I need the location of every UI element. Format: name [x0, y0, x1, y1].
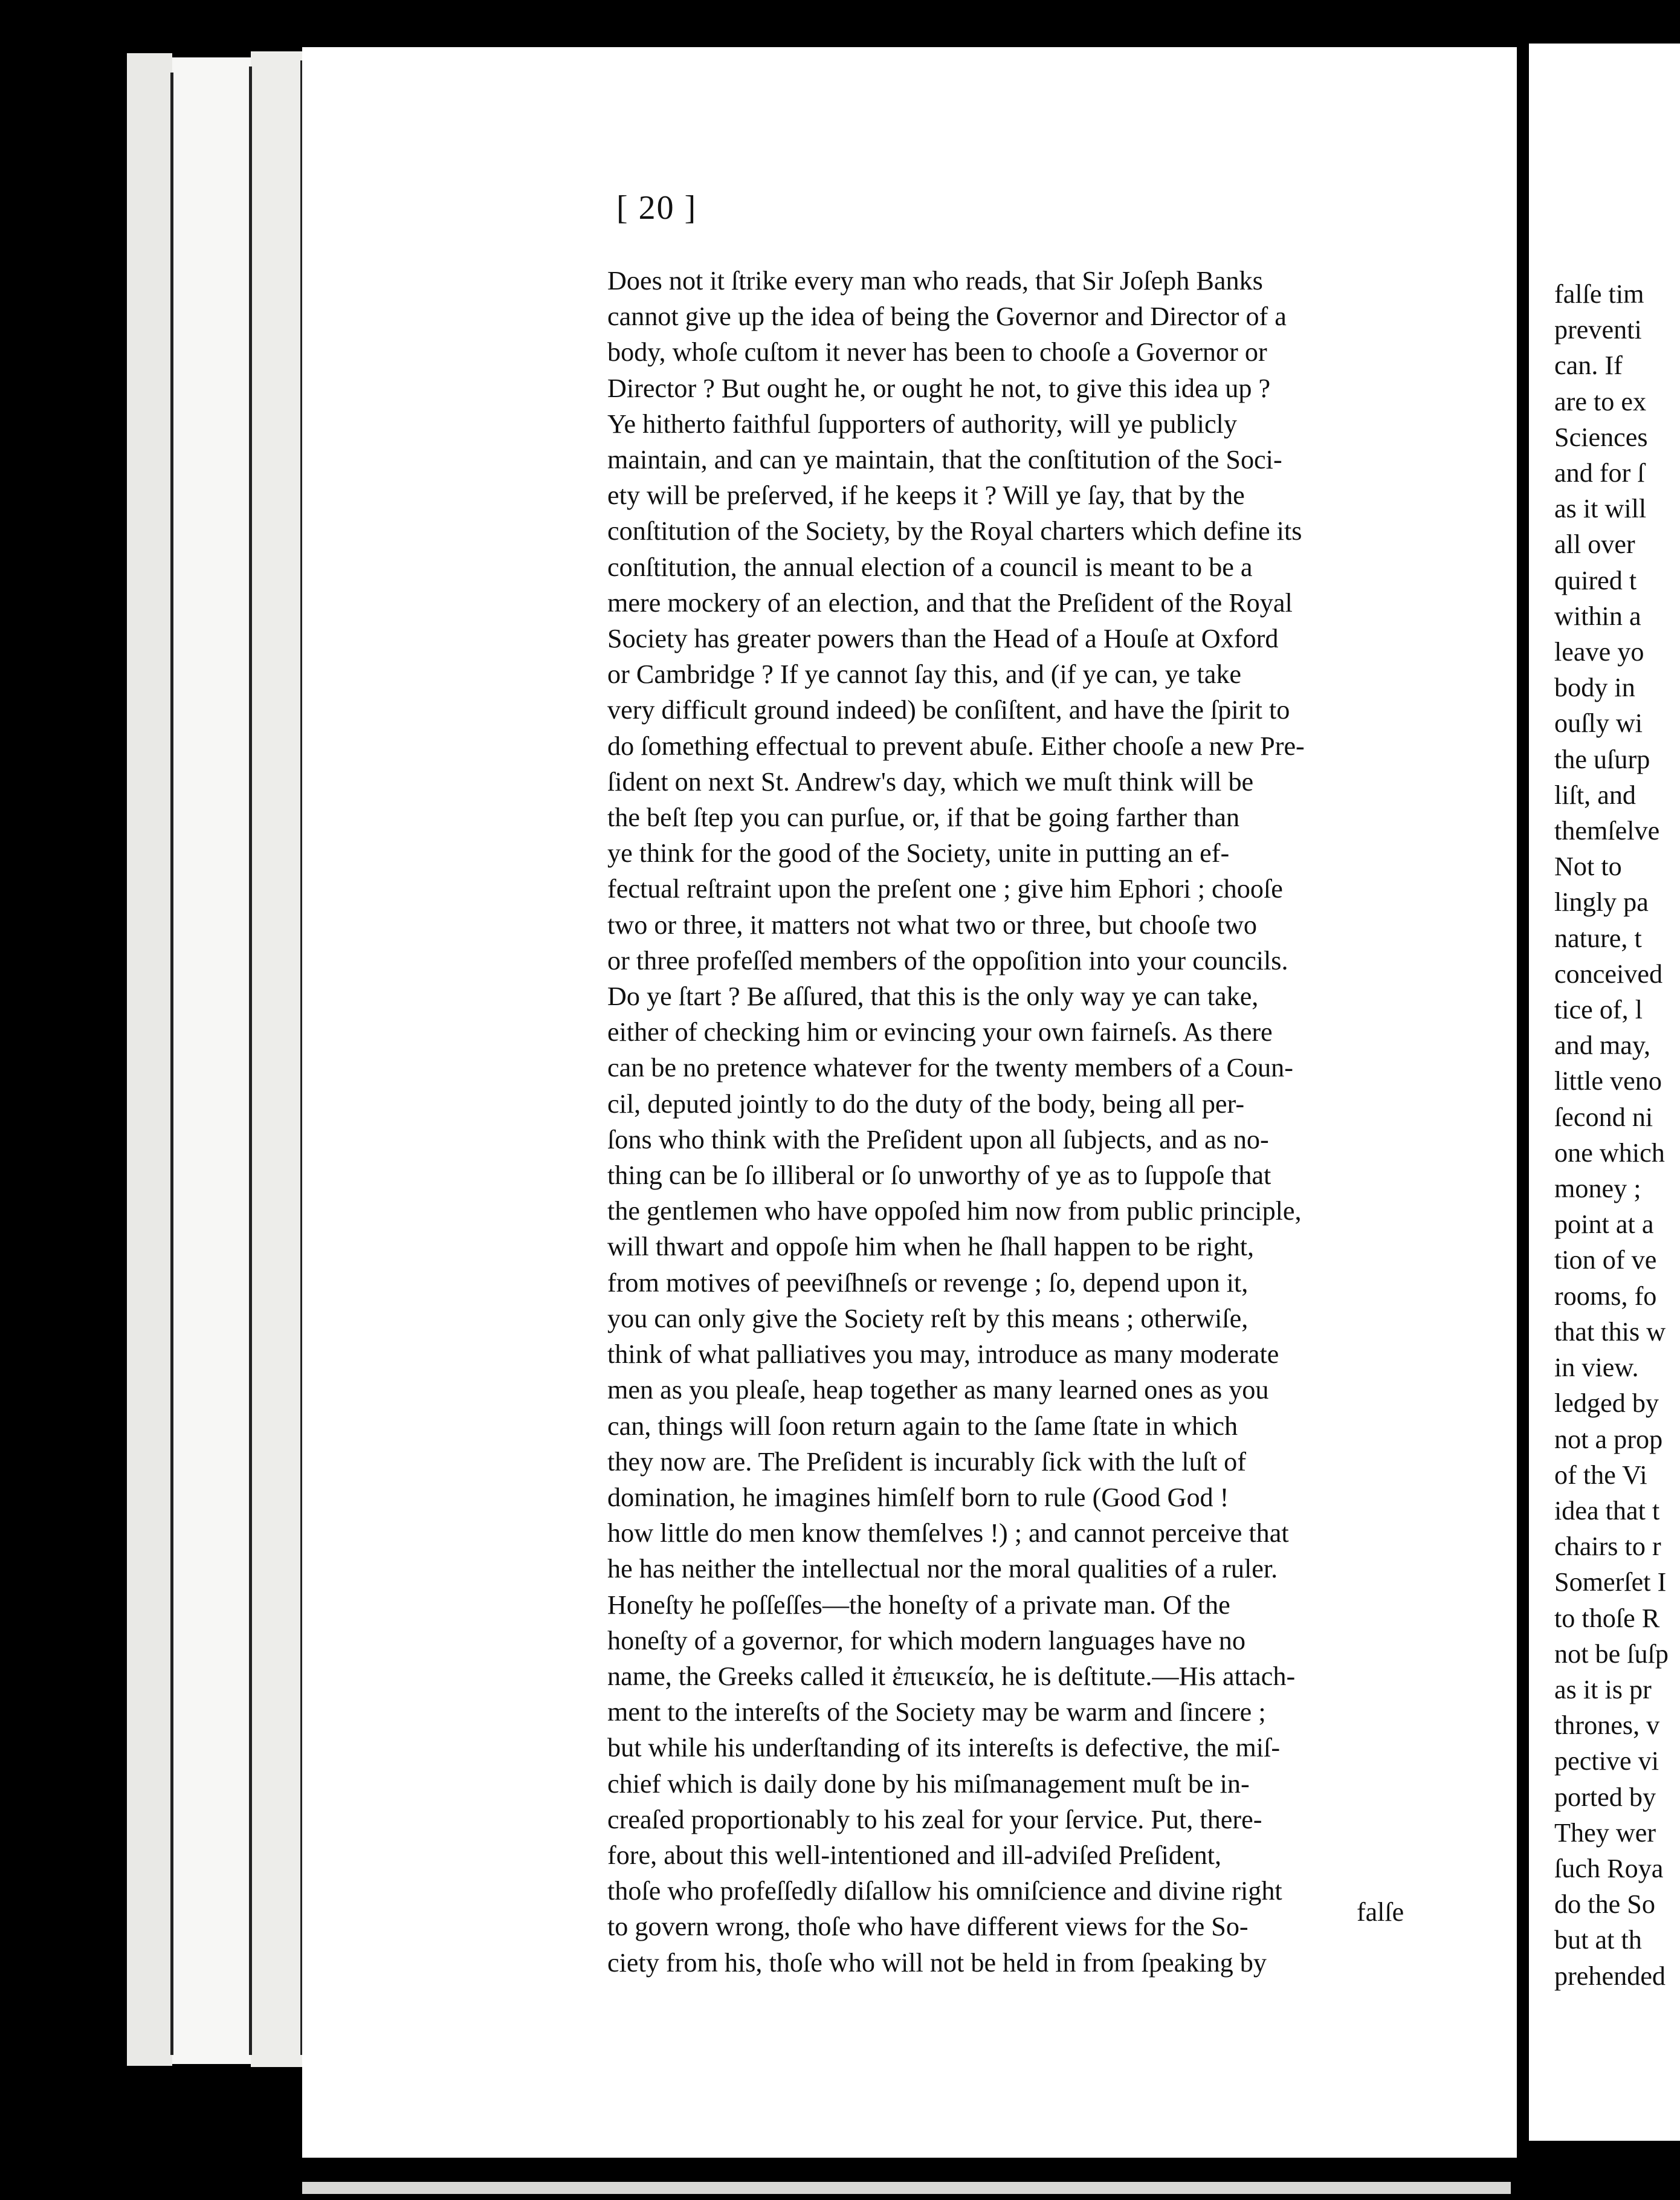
text-line: they now are. The Preſident is incurably ſick with the luſt of [607, 1446, 1246, 1477]
right-text-line: ledged by [1554, 1388, 1659, 1419]
right-text-line: leave yo [1554, 637, 1644, 667]
text-line: Society has greater powers than the Head of a Houſe at Oxford [607, 624, 1279, 654]
right-text-line: money ; [1554, 1174, 1641, 1204]
text-line: Ye hitherto faithful ſupporters of authority, will ye publicly [607, 409, 1237, 439]
right-text-line: point at a [1554, 1209, 1654, 1240]
right-text-line: as it will [1554, 494, 1647, 524]
right-text-line: can. If [1554, 351, 1623, 381]
text-line: ment to the intereſts of the Society may be warm and ſincere ; [607, 1697, 1266, 1727]
right-text-line: that this w [1554, 1316, 1666, 1347]
text-line: Does not it ſtrike every man who reads, that Sir Joſeph Banks [607, 266, 1263, 296]
right-text-line: little veno [1554, 1066, 1662, 1096]
text-line: mere mockery of an election, and that the Preſident of the Royal [607, 587, 1293, 618]
text-line: can be no pretence whatever for the twenty members of a Coun- [607, 1053, 1293, 1083]
text-line: chief which is daily done by his miſmanagement muſt be in- [607, 1768, 1250, 1799]
right-text-line: idea that t [1554, 1495, 1660, 1525]
right-text-line: preventi [1554, 315, 1642, 345]
right-text-line: falſe tim [1554, 279, 1644, 309]
text-line: from motives of peeviſhneſs or revenge ; ſo, depend upon it, [607, 1267, 1249, 1298]
text-line: do ſomething effectual to prevent abuſe. Either chooſe a new Pre- [607, 731, 1305, 761]
right-text-line: in view. [1554, 1353, 1639, 1383]
right-text-line: They wer [1554, 1817, 1656, 1848]
right-text-line: nature, t [1554, 923, 1642, 953]
right-text-line: not a prop [1554, 1424, 1663, 1454]
right-text-line: themſelve [1554, 816, 1660, 846]
right-text-line: within a [1554, 601, 1641, 631]
text-line: honeſty of a governor, for which modern languages have no [607, 1625, 1245, 1655]
gutter [1517, 36, 1529, 2164]
right-text-line: body in [1554, 673, 1635, 703]
right-text-line: rooms, fo [1554, 1281, 1657, 1311]
text-line: but while his underſtanding of its intereſts is defective, the miſ- [607, 1733, 1281, 1763]
right-text-line: prehended [1554, 1961, 1666, 1991]
text-line: ye think for the good of the Society, unite in putting an ef- [607, 838, 1230, 869]
right-text-line: one which [1554, 1137, 1665, 1168]
right-text-line: all over [1554, 529, 1635, 560]
text-line: or Cambridge ? If ye cannot ſay this, and (if ye can, ye take [607, 659, 1242, 690]
text-line: conſtitution of the Society, by the Royal charters which define its [607, 516, 1302, 546]
right-text-line: and may, [1554, 1030, 1651, 1061]
right-text-line: quired t [1554, 565, 1637, 595]
text-line: fectual reſtraint upon the preſent one ; give him Ephori ; chooſe [607, 874, 1283, 904]
text-line: how little do men know themſelves !) ; and cannot perceive that [607, 1518, 1289, 1548]
body-text [607, 263, 1438, 1981]
right-text-line: ouſly wi [1554, 708, 1643, 739]
text-line: Honeſty he poſſeſſes—the honeſty of a private man. Of the [607, 1590, 1230, 1620]
text-line: conſtitution, the annual election of a council is meant to be a [607, 552, 1253, 582]
right-text-line: as it is pr [1554, 1674, 1652, 1704]
right-text-line: Sciences [1554, 422, 1648, 452]
text-line: you can only give the Society reſt by this means ; otherwiſe, [607, 1303, 1249, 1333]
text-line: or three profeſſed members of the oppoſition into your councils. [607, 945, 1288, 975]
right-text-line: conceived [1554, 959, 1663, 989]
text-line: body, whoſe cuſtom it never has been to chooſe a Governor or [607, 337, 1267, 367]
text-line: cannot give up the idea of being the Governor and Director of a [607, 302, 1287, 332]
right-text-line: of the Vi [1554, 1460, 1647, 1490]
right-text-line: not be ſuſp [1554, 1639, 1669, 1669]
text-line: creaſed proportionably to his zeal for your ſervice. Put, there- [607, 1804, 1262, 1834]
binding-shadow [170, 73, 173, 2055]
right-page [1529, 44, 1680, 2141]
text-line: will thwart and oppoſe him when he ſhall happen to be right, [607, 1232, 1255, 1262]
text-line: thoſe who profeſſedly diſallow his omniſcience and divine right [607, 1876, 1282, 1906]
text-line: can, things will ſoon return again to the ſame ſtate in which [607, 1411, 1238, 1441]
page-bottom-edge [302, 2182, 1511, 2194]
right-text-line: thrones, v [1554, 1710, 1660, 1741]
text-line: domination, he imagines himſelf born to rule (Good God ! [607, 1482, 1229, 1512]
text-line: think of what palliatives you may, introduce as many moderate [607, 1339, 1279, 1370]
text-line: ciety from his, thoſe who will not be held in from ſpeaking by [607, 1947, 1267, 1978]
text-line: he has neither the intellectual nor the moral qualities of a ruler. [607, 1554, 1278, 1584]
right-text-line: chairs to r [1554, 1532, 1661, 1562]
text-line: name, the Greeks called it ἐπιεικεία, he is deſtitute.—His attach- [607, 1661, 1296, 1691]
right-text-line: are to ex [1554, 386, 1647, 416]
right-text-line: ſuch Roya [1554, 1853, 1664, 1883]
text-line: the gentlemen who have oppoſed him now from public principle, [607, 1196, 1302, 1226]
right-text-line: ported by [1554, 1782, 1656, 1812]
page-number: [ 20 ] [616, 189, 697, 227]
text-line: either of checking him or evincing your own fairneſs. As there [607, 1017, 1273, 1047]
text-line: maintain, and can ye maintain, that the conſtitution of the Soci- [607, 445, 1282, 475]
page-edge-middle [172, 57, 251, 2064]
text-line: men as you pleaſe, heap together as many learned ones as you [607, 1375, 1269, 1405]
right-text-line: do the So [1554, 1889, 1655, 1920]
text-line: Director ? But ought he, or ought he not, to give this idea up ? [607, 373, 1271, 403]
text-line: fore, about this well-intentioned and ill-adviſed Preſident, [607, 1840, 1222, 1870]
right-text-line: the uſurp [1554, 744, 1650, 774]
text-line: cil, deputed jointly to do the duty of the body, being all per- [607, 1089, 1245, 1119]
text-line: ſident on next St. Andrew's day, which we muſt think will be [607, 766, 1254, 797]
text-line: Do ye ſtart ? Be aſſured, that this is the only way ye can take, [607, 982, 1259, 1012]
text-line: ety will be preſerved, if he keeps it ? Will ye ſay, that by the [607, 480, 1245, 511]
right-text-line: to thoſe R [1554, 1603, 1660, 1633]
right-text-line: liſt, and [1554, 780, 1636, 810]
catchword: falſe [1357, 1897, 1404, 1927]
right-text-line: Somerſet I [1554, 1567, 1667, 1597]
right-text-line: lingly pa [1554, 887, 1649, 917]
page-edge-inner [251, 51, 302, 2067]
page-edge-outer [127, 53, 172, 2066]
text-line: thing can be ſo illiberal or ſo unworthy of ye as to ſuppoſe that [607, 1160, 1271, 1191]
right-text-line: pective vi [1554, 1746, 1659, 1776]
right-text-line: ſecond ni [1554, 1102, 1653, 1132]
right-text-line: tion of ve [1554, 1245, 1657, 1275]
right-text-line: tice of, l [1554, 995, 1643, 1025]
right-page-text [1554, 276, 1680, 1994]
binding-shadow [249, 66, 252, 2055]
right-text-line: and for ſ [1554, 458, 1645, 488]
text-line: the beſt ſtep you can purſue, or, if that be going farther than [607, 803, 1240, 833]
text-line: two or three, it matters not what two or three, but chooſe two [607, 910, 1257, 940]
right-text-line: Not to [1554, 852, 1622, 882]
text-line: ſons who think with the Preſident upon all ſubjects, and as no- [607, 1124, 1269, 1154]
text-line: very difficult ground indeed) be conſiſtent, and have the ſpirit to [607, 695, 1290, 725]
text-line: to govern wrong, thoſe who have different views for the So- [607, 1912, 1249, 1942]
right-text-line: but at th [1554, 1925, 1642, 1955]
